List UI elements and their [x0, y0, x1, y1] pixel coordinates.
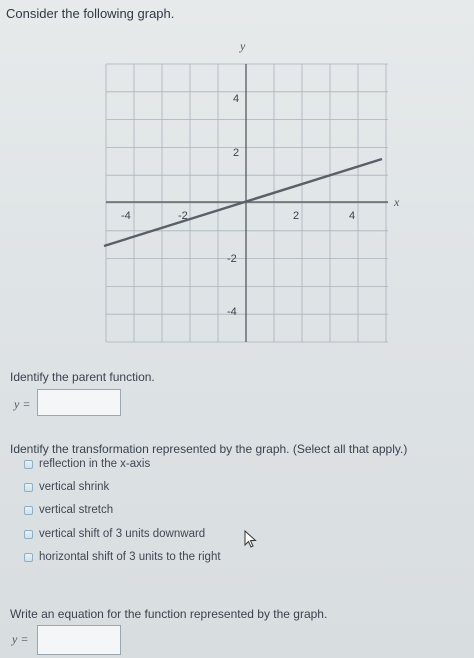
- checkbox[interactable]: [24, 460, 33, 469]
- equation-prompt: Write an equation for the function represented by the graph.: [10, 607, 328, 621]
- y-tick-label: 2: [233, 147, 240, 159]
- option-label: reflection in the x-axis: [39, 458, 151, 470]
- parent-function-equation-label: y =: [14, 397, 31, 411]
- y-tick-label: 4: [233, 93, 240, 105]
- option-label: vertical stretch: [39, 504, 114, 516]
- question-title: Consider the following graph.: [6, 6, 175, 21]
- mouse-cursor-icon: [244, 530, 258, 548]
- y-tick-label: -4: [227, 306, 237, 318]
- parent-function-answer-input[interactable]: [37, 389, 121, 416]
- coordinate-graph: [96, 36, 404, 352]
- option-vertical-shrink[interactable]: [24, 479, 109, 495]
- parent-function-prompt: Identify the parent function.: [10, 370, 155, 384]
- checkbox[interactable]: [24, 506, 33, 515]
- option-horizontal-shift-right-3[interactable]: [24, 549, 221, 565]
- equation-answer-input[interactable]: [37, 625, 121, 655]
- option-label: horizontal shift of 3 units to the right: [39, 551, 221, 563]
- option-label: vertical shift of 3 units downward: [39, 528, 206, 540]
- x-tick-label: 4: [349, 210, 356, 222]
- option-vertical-stretch[interactable]: [24, 502, 113, 518]
- checkbox[interactable]: [24, 483, 33, 492]
- x-tick-label: -2: [178, 210, 188, 222]
- checkbox[interactable]: [24, 530, 33, 539]
- y-tick-label: -2: [227, 253, 237, 265]
- option-reflection-x-axis[interactable]: [24, 456, 150, 472]
- equation-label: y =: [12, 632, 29, 646]
- x-tick-label: -4: [121, 210, 131, 222]
- option-vertical-shift-down-3[interactable]: [24, 526, 205, 542]
- option-label: vertical shrink: [39, 481, 110, 493]
- x-tick-label: 2: [293, 210, 300, 222]
- transformation-prompt: Identify the transformation represented by the graph. (Select all that apply.): [10, 442, 408, 456]
- x-axis-label: x: [394, 195, 400, 209]
- checkbox[interactable]: [24, 553, 33, 562]
- grid: [106, 64, 388, 342]
- y-axis-label: y: [240, 39, 246, 53]
